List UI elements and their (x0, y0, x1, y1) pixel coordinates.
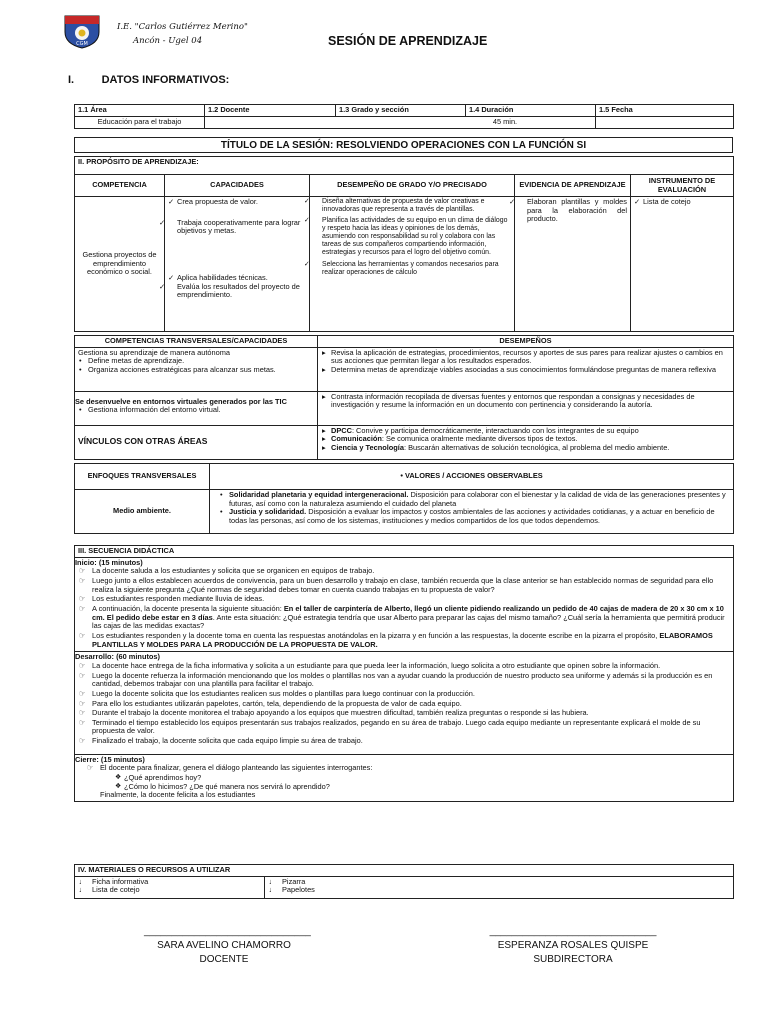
cierre-section (75, 754, 734, 801)
header-capacidades: CAPACIDADES (165, 175, 310, 197)
competencia-tic (75, 391, 318, 425)
pointing-hand-icon: ☞ (79, 698, 86, 708)
competencia-title: Se desenvuelve en entornos virtuales generados por las TIC (75, 396, 287, 406)
header-desempeno: DESEMPEÑO DE GRADO Y/O PRECISADO (310, 175, 515, 197)
header-duracion: 1.4 Duración (466, 105, 596, 117)
enfoque-medio-ambiente: Medio ambiente. (75, 490, 210, 534)
cierre-question: ❖ ¿Cómo lo hicimos? ¿De qué manera nos servirá lo aprendido? (114, 783, 730, 792)
step-text: La docente saluda a los estudiantes y solicita que se organicen en equipos de trabajo. (92, 566, 375, 576)
header-valores: • VALORES / ACCIONES OBSERVABLES (210, 464, 734, 490)
desempeno-item: ✓ Diseña alternativas de propuesta de valor creativas e innovadoras que representa a través de plantillas. (313, 198, 511, 214)
pointing-hand-icon: ☞ (79, 566, 86, 576)
valores-list (210, 490, 734, 534)
pointing-hand-icon: ☞ (79, 688, 86, 698)
material-text: Pizarra (282, 876, 306, 886)
vinculo-text: : Convive y participa democráticamente, interactuando con los integrantes de su equipo (351, 425, 639, 435)
inicio-step (78, 632, 730, 649)
shield-logo-icon (62, 12, 102, 50)
ugel-name: Ancón - Ugel 04 (133, 36, 203, 46)
step-text: Luego la docente refuerza la información mencionando que los moldes o plantillas nos van a ayudar cuando la producción de nuestro producto sea uniforme y además si la producción es en cantidad, debemos trabajar con una plantilla para facilitar el trabajo. (92, 670, 713, 689)
header-competencia: COMPETENCIA (75, 175, 165, 197)
enfoques-table (74, 463, 734, 534)
material-text: Papelotes (282, 885, 315, 895)
header-evidencia: EVIDENCIA DE APRENDIZAJE (515, 175, 631, 197)
step-text: Luego junto a ellos establecen acuerdos de convivencia, para un buen desarrollo y trabajo en clase, también recuerda que la clase anterior se han establecido normas de seguridad para ello realiza la siguiente pregunta ¿Qué normas de seguridad debes tomar en cuenta cuando trabajas en tu propuesta de valor? (92, 575, 714, 594)
vinculos-list (318, 425, 734, 459)
step-text: Los estudiantes responden mediante lluvia de ideas. (92, 594, 265, 604)
valores-heading: VALORES / ACCIONES OBSERVABLES (404, 471, 543, 481)
step-text: El docente para finalizar, genera el diálogo planteando las siguientes interrogantes: (100, 763, 373, 773)
step-text: A continuación, la docente presenta la siguiente situación: (92, 603, 284, 613)
header-transversales: COMPETENCIAS TRANSVERSALES/CAPACIDADES (75, 336, 318, 348)
cierre-question: ❖ ¿Qué aprendimos hoy? (114, 774, 730, 783)
capacidad-item: • Organiza acciones estratégicas para alcanzar sus metas. (78, 366, 314, 375)
valor-text: Disposición a evaluar los impactos y costos ambientales de las acciones y actividades cotidianas, y a actuar en beneficio de todas las personas, así como de los sistemas, instituciones y medios compartidos de los que todos dependemos. (229, 507, 715, 525)
valor-text: Disposición para colaborar con el bienestar y la calidad de vida de las generaciones presentes y futuras, así como con la naturaleza asumiendo el cuidado del planeta (229, 490, 726, 508)
header-fecha: 1.5 Fecha (596, 105, 734, 117)
inicio-step (78, 567, 730, 576)
material-item (268, 878, 730, 887)
secuencia-heading: III. SECUENCIA DIDÁCTICA (75, 546, 734, 558)
evidencia-cell (515, 197, 631, 332)
school-name: I.E. "Carlos Gutiérrez Merino" (117, 22, 248, 32)
valor-name: Solidaridad planetaria y equidad intergeneracional. (229, 490, 409, 499)
material-text: Lista de cotejo (92, 885, 140, 895)
docente-role: DOCENTE (199, 954, 249, 965)
subdirectora-role: SUBDIRECTORA (533, 954, 613, 965)
step-text: Luego la docente solicita que los estudiantes realicen sus moldes o plantillas para luego continuar con la producción. (92, 688, 475, 698)
materiales-heading: IV. MATERIALES O RECURSOS A UTILIZAR (75, 865, 734, 877)
session-title: TÍTULO DE LA SESIÓN: RESOLVIENDO OPERACIONES CON LA FUNCIÓN SI (74, 137, 733, 153)
evidencia-text: ✓ Elaboran plantillas y moldes para la elaboración del producto. (518, 198, 627, 224)
step-purpose: ELABORAMOS PLANTILLAS Y MOLDES PARA LA PRODUCCIÓN DE LA PROPUESTA DE VALOR. (92, 630, 713, 649)
desarrollo-step (78, 662, 730, 671)
vinculos-label: VÍNCULOS CON OTRAS ÁREAS (75, 425, 318, 459)
materiales-right (265, 876, 734, 898)
pointing-hand-icon: ☞ (79, 575, 86, 585)
capacidad-item: ✓ Trabaja cooperativamente para lograr objetivos y metas. (168, 219, 306, 236)
capacidad-item: ✓ Aplica habilidades técnicas. (168, 274, 306, 283)
material-text: Ficha informativa (92, 876, 149, 886)
capacidad-item: ✓ Crea propuesta de valor. (168, 198, 306, 207)
pointing-hand-icon: ☞ (79, 660, 86, 670)
pointing-hand-icon: ☞ (79, 630, 86, 640)
pointing-hand-icon: ☞ (79, 603, 86, 613)
desarrollo-step (78, 709, 730, 718)
vinculo-text: : Se comunica oralmente mediante diversos tipos de textos. (381, 434, 578, 444)
competencia-cell: Gestiona proyectos de emprendimiento económico o social. (75, 197, 165, 332)
document-title: SESIÓN DE APRENDIZAJE (328, 34, 488, 48)
value-docente-duracion (205, 117, 596, 129)
header-grado: 1.3 Grado y sección (336, 105, 466, 117)
signature-line-subdirectora: ______________________________ (489, 926, 657, 937)
competencia-title: Gestiona su aprendizaje de manera autónoma (78, 347, 231, 357)
pointing-hand-icon: ☞ (79, 594, 86, 604)
cierre-heading: Cierre: (15 minutos) (75, 754, 145, 764)
step-situation: En el taller de carpintería de Alberto, llegó un cliente pidiendo realizando un pedido de 40 cajas de madera de 20 x 30 cm x 10 cm. El pedido debe estar en 3 días (92, 603, 724, 622)
capacidad-item: • Gestiona información del entorno virtual. (78, 406, 314, 415)
inicio-step (78, 577, 730, 594)
step-text: Para ello los estudiantes utilizarán papelotes, cartón, tela, dependiendo de la propuesta de valor de cada equipo. (92, 698, 462, 708)
inicio-step (78, 605, 730, 631)
value-area: Educación para el trabajo (75, 117, 205, 129)
desarrollo-step (78, 737, 730, 746)
materiales-table (74, 864, 734, 899)
valor-item (219, 508, 730, 525)
header-desempenos: DESEMPEÑOS (318, 336, 734, 348)
vinculo-item (321, 444, 730, 453)
pointing-hand-icon: ☞ (79, 670, 86, 680)
desempeno-item: ✓ Planifica las actividades de su equipo en un clima de diálogo y respeto hacia las ideas y opiniones de los demás, asumiendo con responsabilidad su rol y colabora con las tareas de sus compañeros compartiendo información, estrategias y recursos para el logro del objetivo común. (313, 217, 511, 257)
step-text: . Ante esta situación: ¿Qué estrategia tendría que usar Alberto para preparar las cajas del mismo tamaño? ¿Cuál sería la herramienta que permitirá producir las cajas de las medidas exactas? (92, 612, 725, 631)
step-text: Durante el trabajo la docente monitorea el trabajo apoyando a los equipos que muestren dificultad, también realiza preguntas o responde si las hubiera. (92, 708, 589, 718)
vinculo-text: : Buscarán alternativas de solución tecnológica, al problema del medio ambiente. (403, 442, 670, 452)
desarrollo-section (75, 652, 734, 755)
vinculo-area: Ciencia y Tecnología (331, 442, 404, 452)
note-icon: ♩ (269, 885, 277, 895)
header-instrumento: INSTRUMENTO DE EVALUACIÓN (631, 175, 734, 197)
material-item (78, 886, 261, 895)
secuencia-table (74, 545, 734, 802)
desempenos-tic (318, 391, 734, 425)
transversales-table (74, 335, 734, 460)
desempenos-autonoma (318, 347, 734, 391)
valor-name: Justicia y solidaridad. (229, 507, 307, 517)
desarrollo-step (78, 690, 730, 699)
pointing-hand-icon: ☞ (79, 708, 86, 718)
step-text: Los estudiantes responden y la docente toma en cuenta las respuestas anotándolas en la pizarra y en función a las respuestas, la docente escribe en la pizarra el propósito, (92, 630, 660, 640)
header-docente: 1.2 Docente (205, 105, 336, 117)
capacidad-item: ✓ Evalúa los resultados del proyecto de emprendimiento. (168, 283, 306, 300)
header-area: 1.1 Área (75, 105, 205, 117)
desempeno-item: ▸ Contrasta información recopilada de diversas fuentes y entornos que respondan a consignas y necesidades de investigación y resume la información en un documento con pertinencia y considerando la autoría. (321, 393, 730, 410)
subdirectora-name: ESPERANZA ROSALES QUISPE (497, 940, 649, 951)
note-icon: ♩ (79, 876, 87, 886)
desempeno-item: ▸ Revisa la aplicación de estrategias, procedimientos, recursos y aportes de sus pares para realizar ajustes o cambios en sus acciones que permitan llegar a los resultados esperados. (321, 349, 730, 366)
desempeno-item: ✓ Selecciona las herramientas y comandos necesarios para realizar operaciones de cálculo (313, 261, 511, 277)
note-icon: ♩ (79, 885, 87, 895)
desempenos-cell (310, 197, 515, 332)
inicio-heading: Inicio: (15 minutos) (75, 557, 143, 567)
instrumento-text: ✓ Lista de cotejo (634, 198, 730, 207)
vinculo-area: Comunicación (331, 434, 382, 444)
pointing-hand-icon: ☞ (87, 763, 94, 773)
desarrollo-step (78, 719, 730, 736)
materiales-left (75, 876, 265, 898)
value-fecha (596, 117, 734, 129)
competencia-autonoma (75, 347, 318, 391)
desempeno-item: ▸ Determina metas de aprendizaje viables asociadas a sus conocimientos formulándose preguntas de manera reflexiva (321, 366, 730, 375)
section-heading-datos: I. DATOS INFORMATIVOS: (68, 74, 230, 86)
pointing-hand-icon: ☞ (79, 717, 86, 727)
school-logo (62, 12, 102, 50)
step-text: Finalizado el trabajo, la docente solicita que cada equipo limpie su área de trabajo. (92, 736, 363, 746)
desarrollo-heading: Desarrollo: (60 minutos) (75, 652, 161, 662)
cierre-step (78, 764, 730, 773)
note-icon: ♩ (269, 876, 277, 886)
inicio-section (75, 557, 734, 652)
docente-name: SARA AVELINO CHAMORRO (157, 940, 291, 951)
header-enfoques: ENFOQUES TRANSVERSALES (75, 464, 210, 490)
capacidades-cell (165, 197, 310, 332)
pointing-hand-icon: ☞ (79, 736, 86, 746)
valor-item (219, 491, 730, 508)
material-item (268, 886, 730, 895)
signature-line-docente: ______________________________ (144, 926, 311, 937)
datos-table (74, 104, 734, 129)
vinculo-area: DPCC (331, 425, 352, 435)
cierre-end: Finalmente, la docente felicita a los estudiantes (100, 790, 256, 800)
capacidad-item: • Define metas de aprendizaje. (78, 357, 314, 366)
desarrollo-step (78, 700, 730, 709)
logo-text: CGM (76, 41, 88, 47)
step-text: La docente hace entrega de la ficha informativa y solicita a un estudiante para que pueda leer la información, luego solicita a otro estudiante que opinen sobre la información. (92, 660, 661, 670)
instrumento-cell (631, 197, 734, 332)
proposito-table (74, 156, 734, 332)
step-text: Terminado el tiempo establecido los equipos presentarán sus trabajos realizados, pegando en su área de trabajo. Luego cada equipo mediante un representante explicará el molde de su propuesta de valor. (92, 717, 701, 736)
proposito-heading: II. PROPÓSITO DE APRENDIZAJE: (75, 157, 734, 175)
inicio-step (78, 595, 730, 604)
desarrollo-step (78, 672, 730, 689)
value-duracion: 45 min. (492, 117, 518, 126)
